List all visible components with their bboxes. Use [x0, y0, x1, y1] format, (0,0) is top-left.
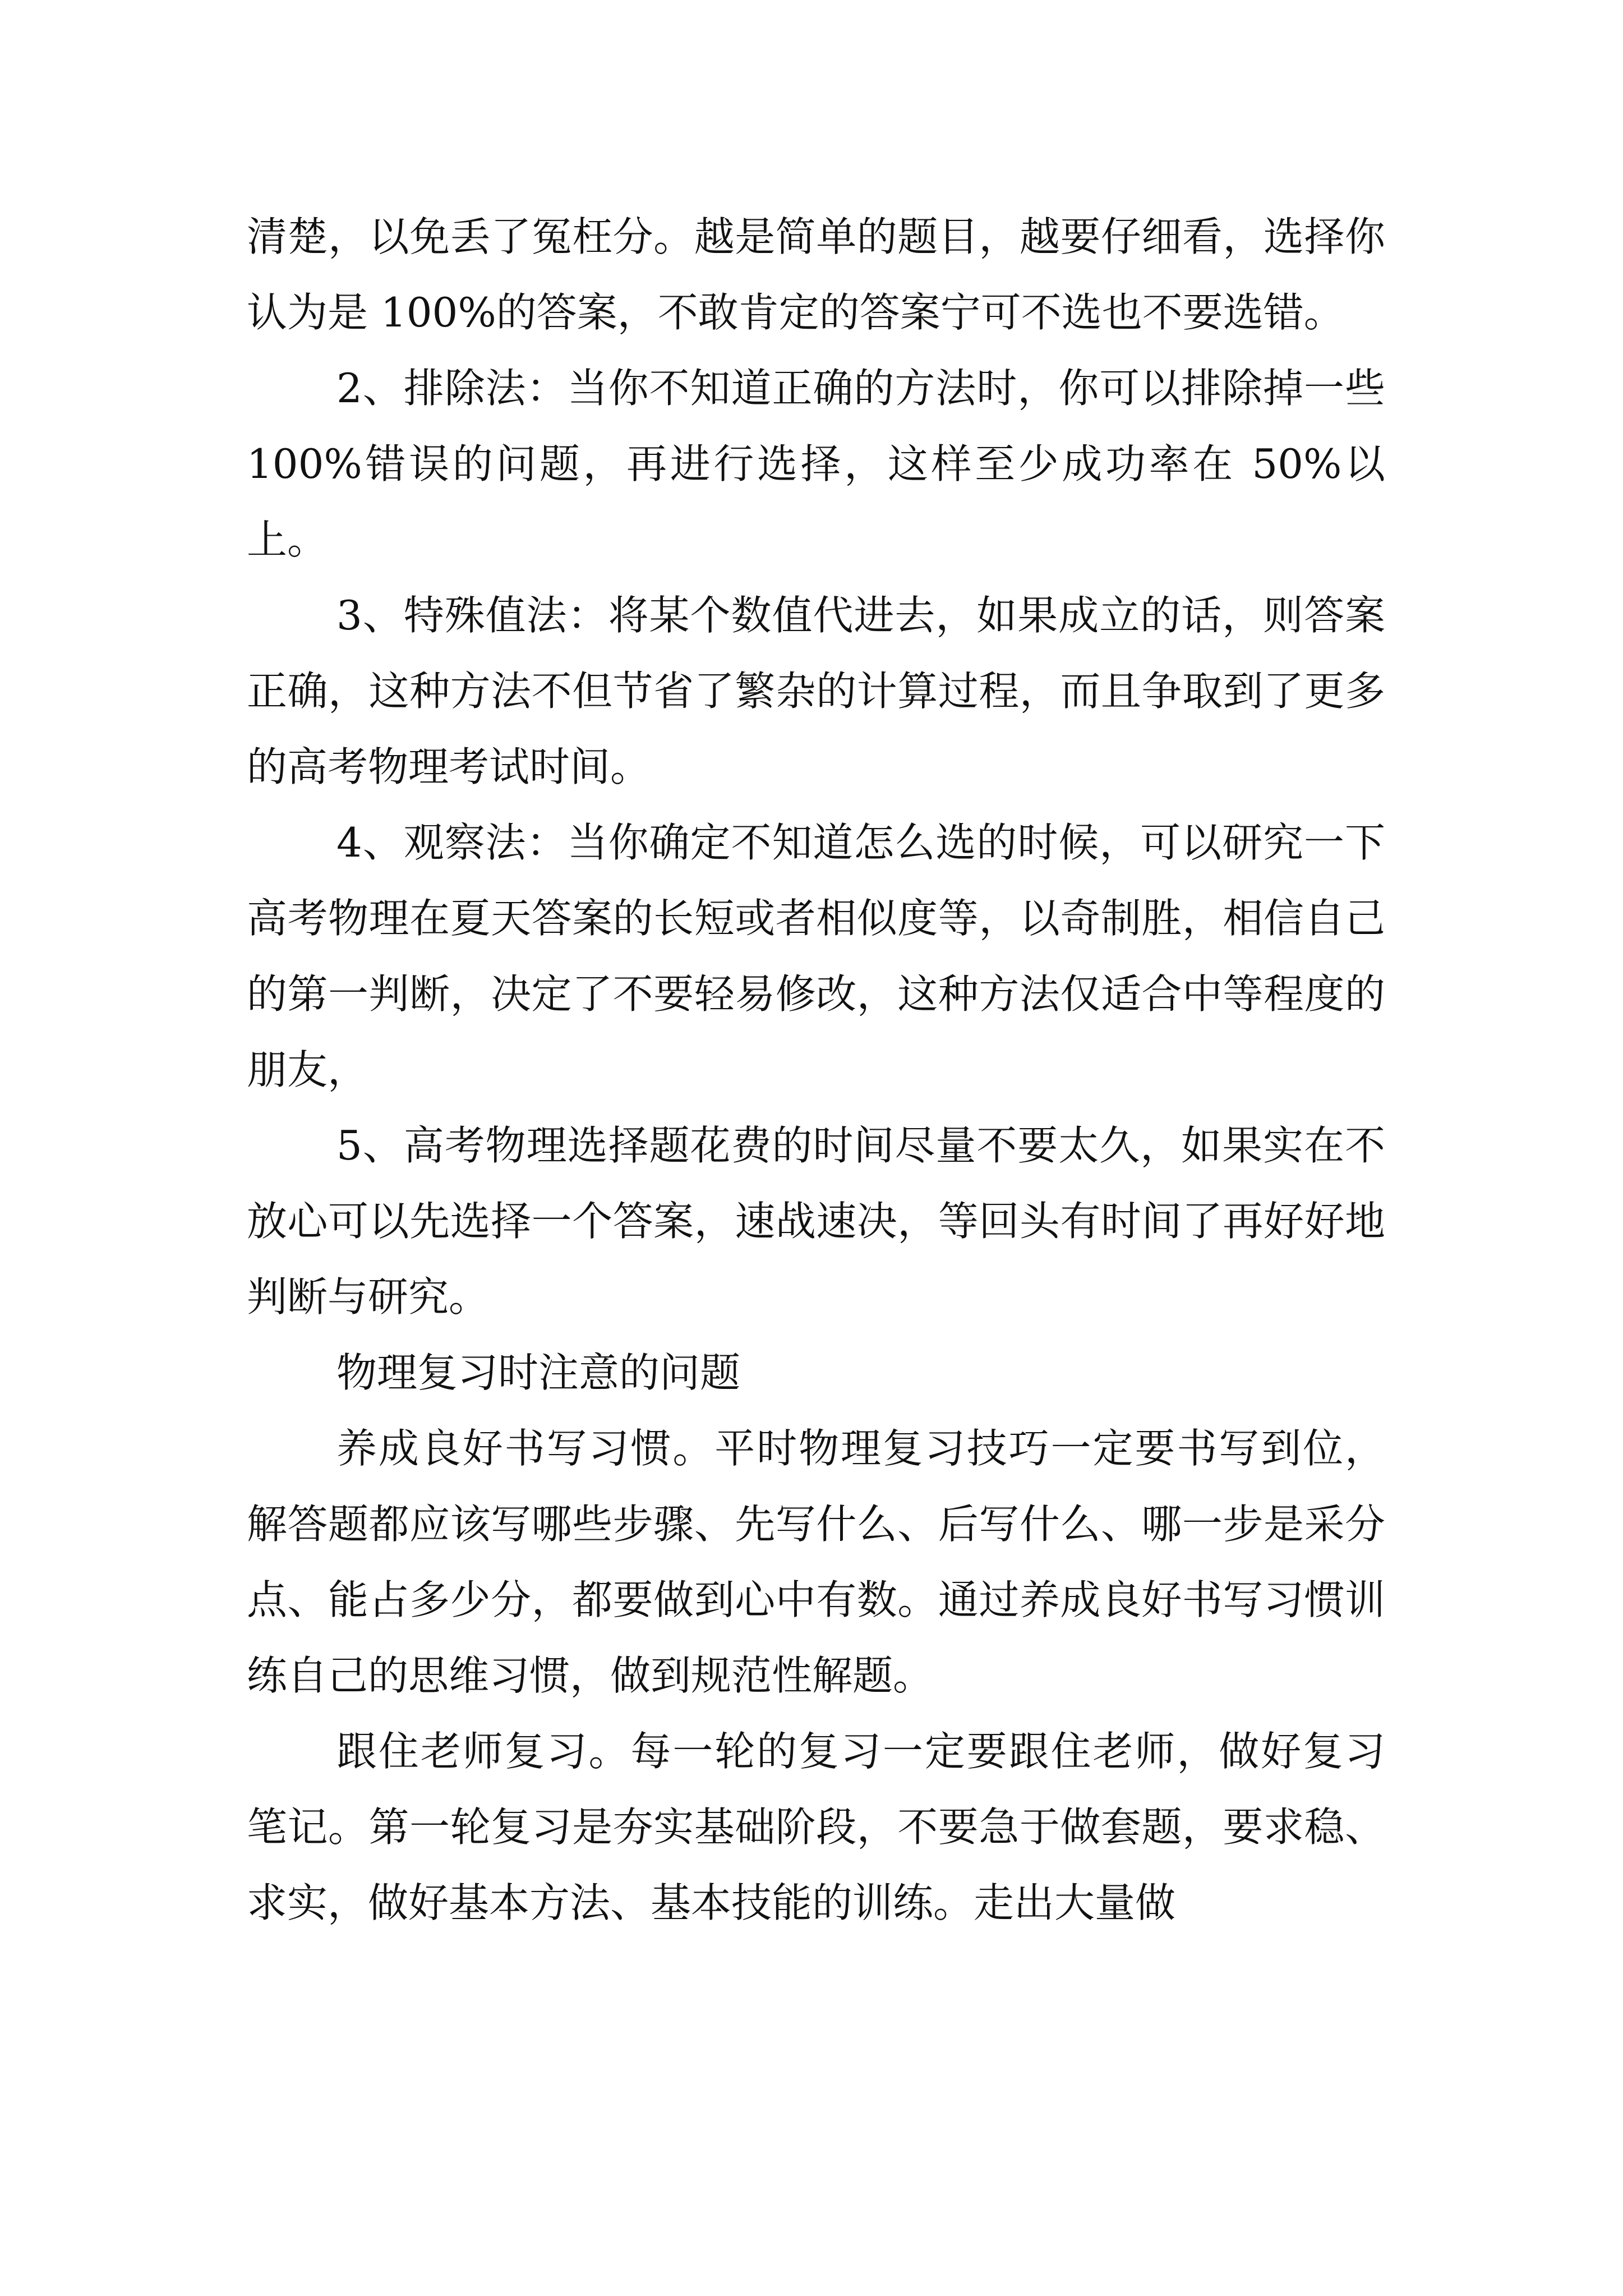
- paragraph-continuation: 清楚，以免丢了冤枉分。越是简单的题目，越要仔细看，选择你认为是 100%的答案，不敢肯定的答案宁可不选也不要选错。: [247, 213, 1385, 336]
- paragraph-special-value-method: 3、特殊值法：将某个数值代进去，如果成立的话，则答案正确，这种方法不但节省了繁杂的计算过程，而且争取到了更多的高考物理考试时间。: [247, 592, 1385, 790]
- paragraph-observation-method: 4、观察法：当你确定不知道怎么选的时候，可以研究一下高考物理在夏天答案的长短或者相似度等，以奇制胜，相信自己的第一判断，决定了不要轻易修改，这种方法仅适合中等程度的朋友，: [247, 819, 1385, 1093]
- paragraph-elimination-method: 2、排除法：当你不知道正确的方法时，你可以排除掉一些 100%错误的问题，再进行选择，这样至少成功率在 50%以上。: [247, 365, 1385, 563]
- paragraph-follow-teacher: 跟住老师复习。每一轮的复习一定要跟住老师，做好复习笔记。第一轮复习是夯实基础阶段，不要急于做套题，要求稳、求实，做好基本方法、基本技能的训练。走出大量做: [247, 1728, 1385, 1926]
- document-body: [247, 199, 1385, 1941]
- paragraph-time-management: 5、高考物理选择题花费的时间尽量不要太久，如果实在不放心可以先选择一个答案，速战速决，等回头有时间了再好好地判断与研究。: [247, 1122, 1385, 1320]
- paragraph-writing-habits: 养成良好书写习惯。平时物理复习技巧一定要书写到位，解答题都应该写哪些步骤、先写什么、后写什么、哪一步是采分点、能占多少分，都要做到心中有数。通过养成良好书写习惯训练自己的思维习惯，做到规范性解题。: [247, 1425, 1385, 1699]
- section-heading: 物理复习时注意的问题: [336, 1349, 741, 1396]
